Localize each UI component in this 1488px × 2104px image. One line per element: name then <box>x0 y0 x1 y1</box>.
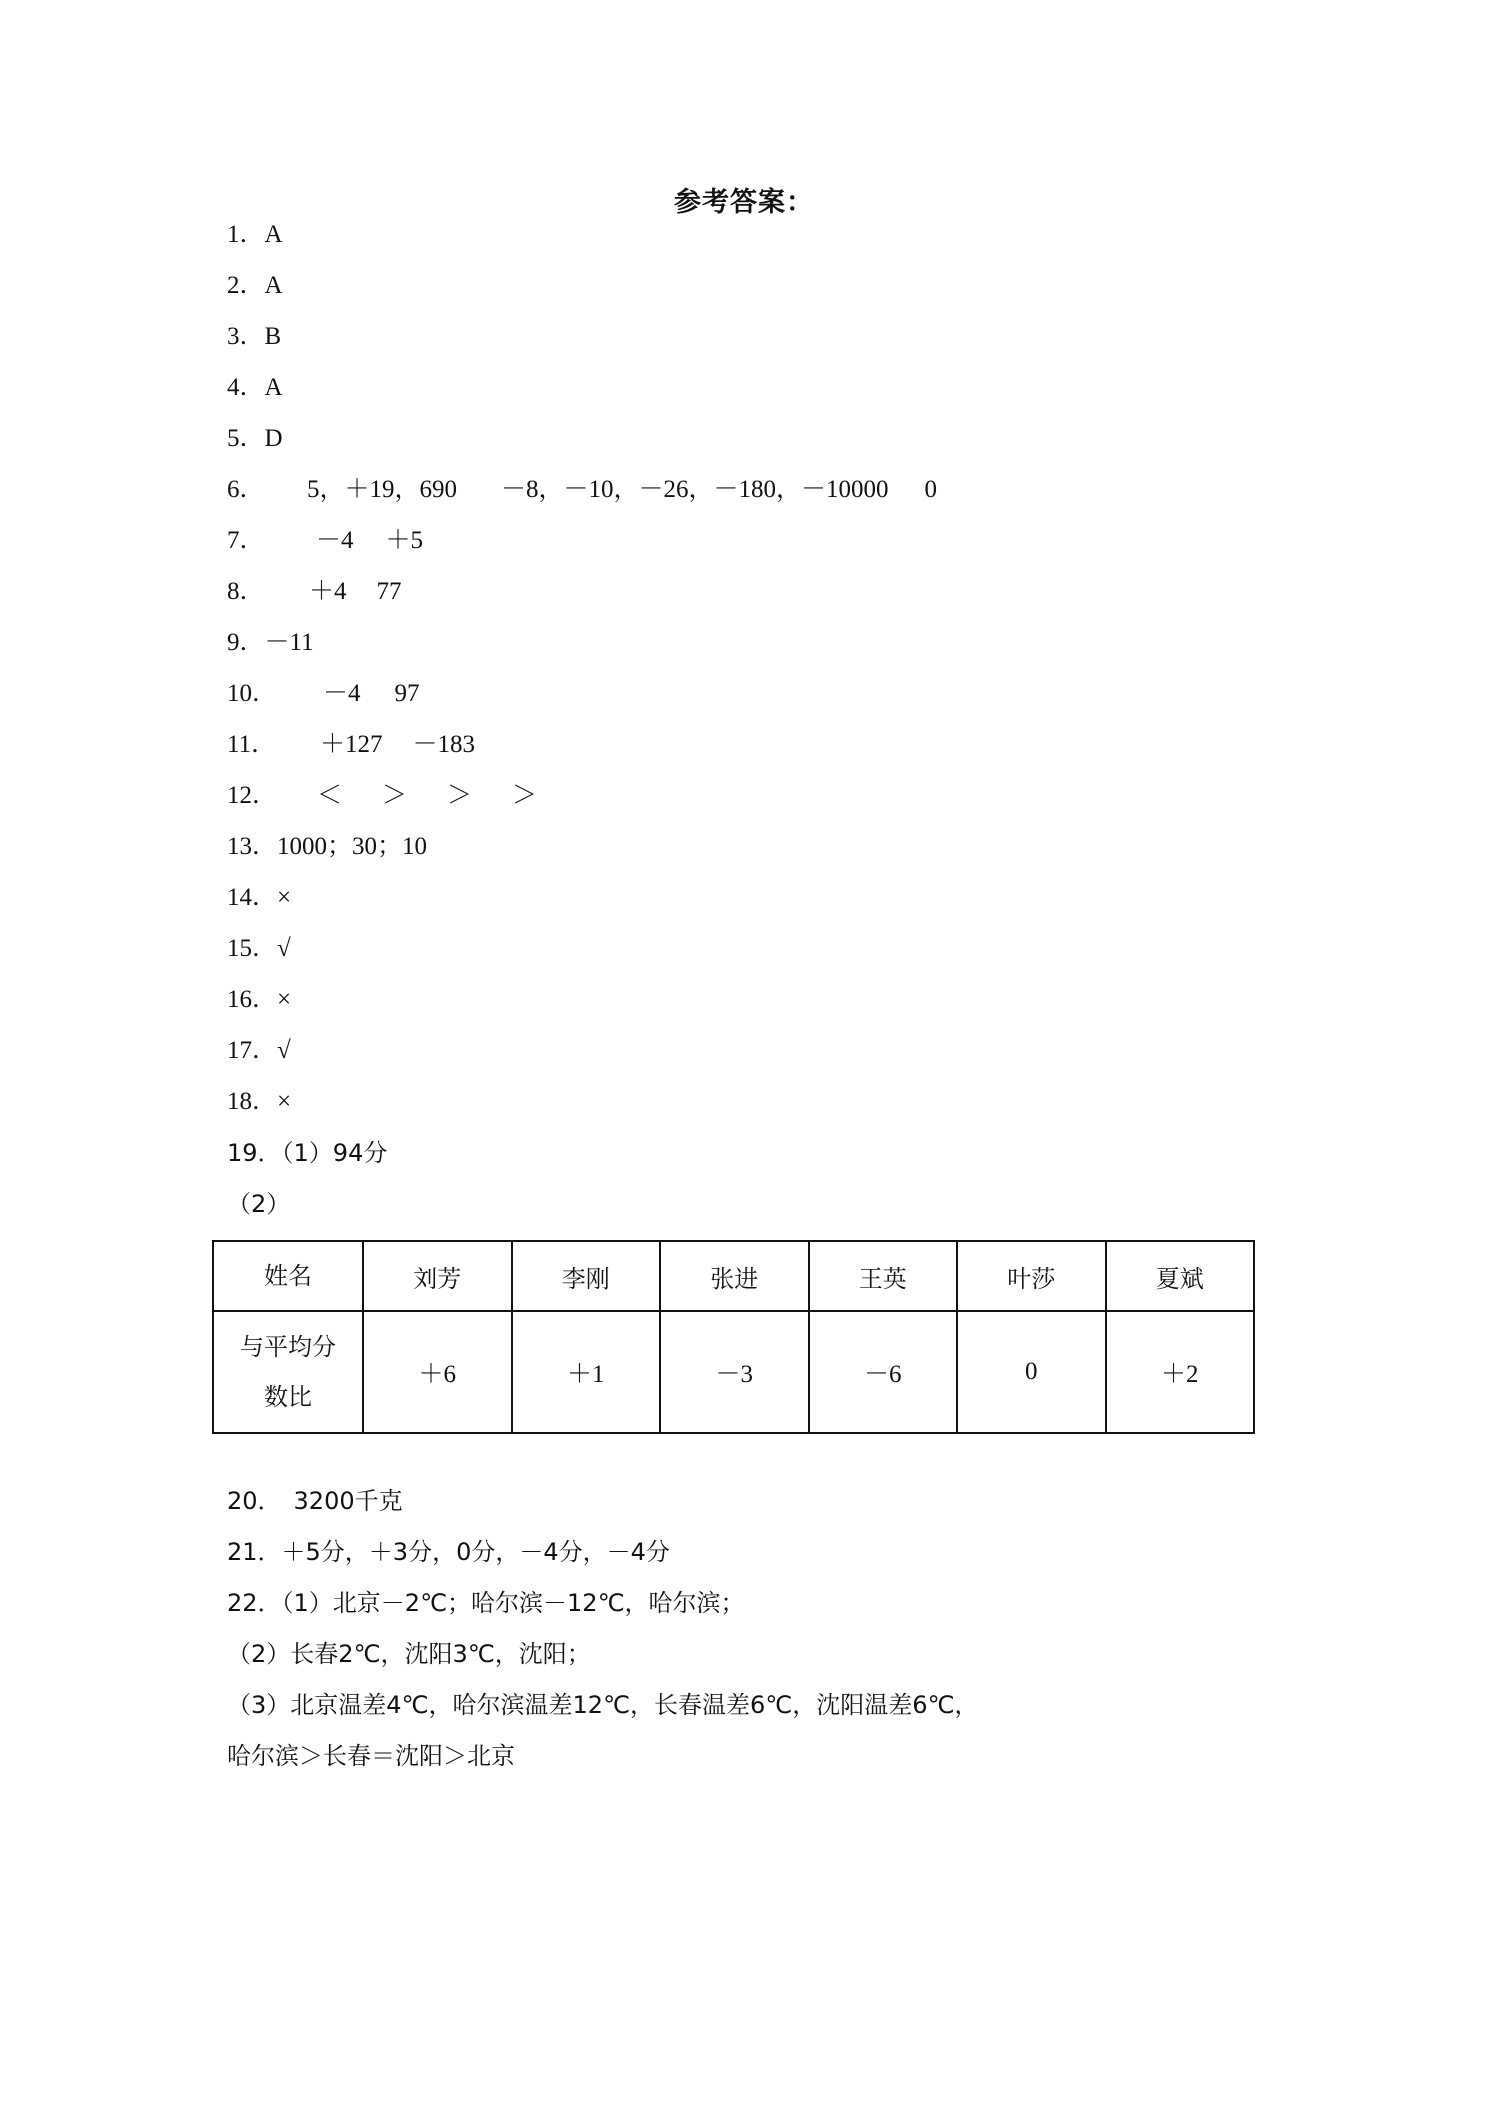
answer-1: 1．A <box>227 221 283 248</box>
answer-8-number: 8． <box>227 578 265 605</box>
answer-22-part-2: （2）长春2℃，沈阳3℃，沈阳； <box>227 1640 591 1668</box>
name-cell: 刘芳 <box>363 1241 512 1311</box>
value-cell: ＋6 <box>363 1311 512 1433</box>
answer-17: 17．√ <box>227 1037 291 1064</box>
value-cell: ＋2 <box>1106 1311 1255 1433</box>
value-cell: 0 <box>957 1311 1106 1433</box>
answer-12-value-1: ＜ <box>317 782 343 809</box>
answer-3: 3．B <box>227 323 282 350</box>
name-cell: 李刚 <box>512 1241 661 1311</box>
answer-4: 4．A <box>227 374 283 401</box>
name-cell: 夏斌 <box>1106 1241 1255 1311</box>
score-table <box>212 1240 1255 1434</box>
row-label-line-2: 数比 <box>264 1383 312 1411</box>
answer-8 <box>227 577 402 607</box>
answer-12-number: 12． <box>227 782 278 809</box>
name-cell: 张进 <box>660 1241 809 1311</box>
answer-10 <box>227 679 420 709</box>
answer-6-negative: －8，－10，－26，－180，－10000 <box>501 476 889 503</box>
answer-6-positive: 5，＋19，690 <box>307 476 458 503</box>
answer-16: 16．× <box>227 986 292 1013</box>
answer-22-part-4: 哈尔滨＞长春＝沈阳＞北京 <box>227 1742 515 1770</box>
answer-19-part-1: 19．（1）94分 <box>227 1139 388 1167</box>
answer-22-part-1: 22．（1）北京－2℃；哈尔滨－12℃，哈尔滨； <box>227 1589 745 1617</box>
header-label: 姓名 <box>213 1241 363 1311</box>
value-cell: ＋1 <box>512 1311 661 1433</box>
name-cell: 叶莎 <box>957 1241 1106 1311</box>
answer-13: 13．1000；30；10 <box>227 833 428 860</box>
value-cell: －6 <box>809 1311 958 1433</box>
answer-8-value-1: ＋4 <box>309 578 347 605</box>
row-label-line-1: 与平均分 <box>240 1333 336 1361</box>
answer-12-value-3: ＞ <box>447 782 473 809</box>
answer-7-value-1: －4 <box>316 527 354 554</box>
page-title: 参考答案： <box>674 187 814 218</box>
value-cell: －3 <box>660 1311 809 1433</box>
answer-15: 15．√ <box>227 935 291 962</box>
answer-12-value-2: ＞ <box>382 782 408 809</box>
answer-2: 2．A <box>227 272 283 299</box>
table-header-row <box>213 1241 1254 1311</box>
answer-6-zero: 0 <box>924 476 938 503</box>
answer-11 <box>227 730 475 760</box>
answer-7 <box>227 526 423 556</box>
table-row <box>213 1311 1254 1433</box>
answer-10-value-2: 97 <box>394 680 420 707</box>
answer-14: 14．× <box>227 884 292 911</box>
answer-12 <box>227 781 537 811</box>
name-cell: 王英 <box>809 1241 958 1311</box>
answer-6-number: 6． <box>227 476 265 503</box>
answer-18: 18．× <box>227 1088 292 1115</box>
answer-11-value-1: ＋127 <box>320 731 383 758</box>
answer-5: 5．D <box>227 425 283 452</box>
answer-8-value-2: 77 <box>376 578 402 605</box>
answer-10-number: 10． <box>227 680 278 707</box>
row-label <box>213 1311 363 1433</box>
answer-10-value-1: －4 <box>323 680 361 707</box>
answer-7-number: 7． <box>227 527 265 554</box>
answer-22-part-3: （3）北京温差4℃，哈尔滨温差12℃，长春温差6℃，沈阳温差6℃， <box>227 1691 979 1719</box>
answer-9: 9．－11 <box>227 629 314 656</box>
answer-21: 21．＋5分，＋3分，0分，－4分，－4分 <box>227 1538 670 1566</box>
answer-19-part-2: （2） <box>227 1190 291 1218</box>
answer-11-number: 11． <box>227 731 277 758</box>
answer-20: 20． 3200千克 <box>227 1487 403 1515</box>
answer-12-value-4: ＞ <box>512 782 538 809</box>
answer-6 <box>227 475 937 505</box>
answer-7-value-2: ＋5 <box>385 527 424 554</box>
answer-11-value-2: －183 <box>412 731 476 758</box>
